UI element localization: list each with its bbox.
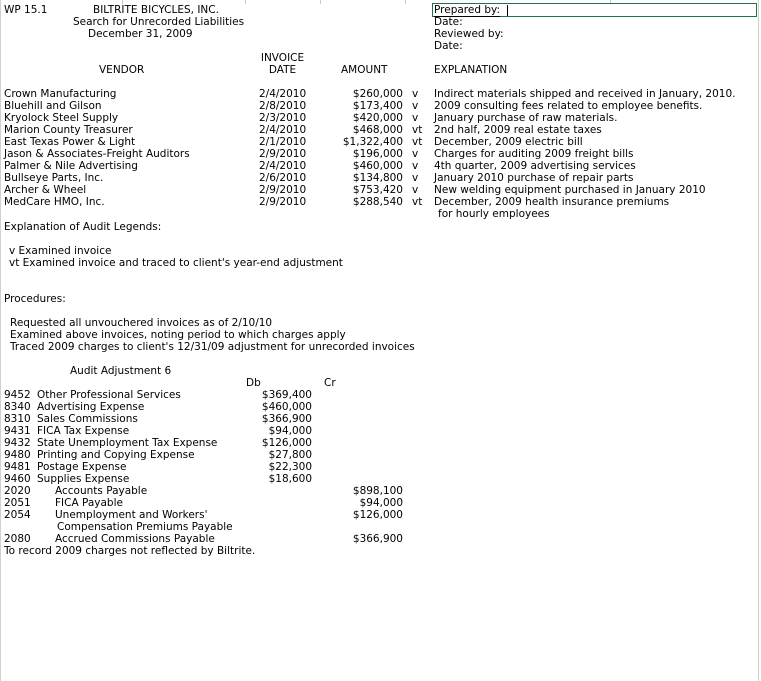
legend-cell: v	[412, 88, 419, 100]
account-number: 9480	[4, 449, 31, 461]
debit-amount: $126,000	[261, 437, 312, 449]
legends-heading: Explanation of Audit Legends:	[4, 221, 162, 233]
column-gridline	[245, 0, 246, 4]
explanation-cell: 4th quarter, 2009 advertising services	[434, 160, 636, 172]
debit-amount: $460,000	[261, 401, 312, 413]
vendor-cell: Jason & Associates-Freight Auditors	[4, 148, 190, 160]
credit-amount: $898,100	[352, 485, 403, 497]
legend-cell: v	[412, 184, 419, 196]
company-name: BILTRITE BICYCLES, INC.	[93, 4, 219, 16]
report-date: December 31, 2009	[88, 28, 193, 40]
account-name-continuation: Compensation Premiums Payable	[57, 521, 233, 533]
sheet-left-border	[0, 0, 1, 681]
explanation-cell: Indirect materials shipped and received in January, 2010.	[434, 88, 736, 100]
date-cell: 2/9/2010	[259, 184, 307, 196]
legend-cell: v	[412, 172, 419, 184]
account-number: 9431	[4, 425, 31, 437]
amount-cell: $753,420	[352, 184, 403, 196]
account-name: Printing and Copying Expense	[37, 449, 195, 461]
explanation-cell: December, 2009 electric bill	[434, 136, 583, 148]
debit-amount: $369,400	[261, 389, 312, 401]
explanation-cell: January purchase of raw materials.	[434, 112, 618, 124]
adjustment-memo: To record 2009 charges not reflected by Biltrite.	[4, 545, 256, 557]
account-name: Accrued Commissions Payable	[55, 533, 215, 545]
legend-cell: v	[412, 100, 419, 112]
legend-cell: v	[412, 112, 419, 124]
account-number: 2020	[4, 485, 31, 497]
procedures-heading: Procedures:	[4, 293, 66, 305]
legend-cell: vt	[412, 196, 423, 208]
account-number: 2080	[4, 533, 31, 545]
debit-amount: $22,300	[268, 461, 312, 473]
date-label: Date:	[434, 40, 463, 52]
explanation-cell: 2009 consulting fees related to employee benefits.	[434, 100, 703, 112]
legend-cell: vt	[412, 124, 423, 136]
vendor-heading: VENDOR	[99, 64, 145, 76]
column-gridline	[405, 0, 406, 4]
date-cell: 2/3/2010	[259, 112, 307, 124]
credit-amount: $94,000	[359, 497, 403, 509]
explanation-cell: Charges for auditing 2009 freight bills	[434, 148, 634, 160]
legend-cell: v	[412, 160, 419, 172]
account-name: Postage Expense	[37, 461, 127, 473]
account-name: Supplies Expense	[37, 473, 130, 485]
vendor-cell: Marion County Treasurer	[4, 124, 133, 136]
account-name: Sales Commissions	[37, 413, 138, 425]
account-number: 9452	[4, 389, 31, 401]
text-cursor	[507, 5, 508, 16]
debit-heading: Db	[246, 377, 261, 389]
date-cell: 2/6/2010	[259, 172, 307, 184]
debit-amount: $94,000	[268, 425, 312, 437]
reviewed-by-label: Reviewed by:	[434, 28, 504, 40]
account-number: 8340	[4, 401, 31, 413]
amount-cell: $468,000	[352, 124, 403, 136]
amount-cell: $196,000	[352, 148, 403, 160]
account-name: Unemployment and Workers'	[55, 509, 208, 521]
workpaper-ref: WP 15.1	[4, 4, 48, 16]
debit-amount: $18,600	[268, 473, 312, 485]
date-cell: 2/4/2010	[259, 124, 307, 136]
credit-heading: Cr	[324, 377, 336, 389]
invoice-heading: INVOICE	[260, 52, 305, 64]
vendor-cell: MedCare HMO, Inc.	[4, 196, 105, 208]
legend-vt: vt Examined invoice and traced to client's year-end adjustment	[9, 257, 343, 269]
credit-amount: $366,900	[352, 533, 403, 545]
vendor-cell: Palmer & Nile Advertising	[4, 160, 138, 172]
account-number: 9481	[4, 461, 31, 473]
explanation-heading: EXPLANATION	[434, 64, 508, 76]
explanation-cell: 2nd half, 2009 real estate taxes	[434, 124, 602, 136]
account-number: 9460	[4, 473, 31, 485]
date-label: Date:	[434, 16, 463, 28]
vendor-cell: Bullseye Parts, Inc.	[4, 172, 104, 184]
legend-v: v Examined invoice	[9, 245, 112, 257]
account-name: State Unemployment Tax Expense	[37, 437, 218, 449]
amount-cell: $1,322,400	[342, 136, 403, 148]
date-heading: DATE	[268, 64, 297, 76]
vendor-cell: Archer & Wheel	[4, 184, 87, 196]
vendor-cell: Kryolock Steel Supply	[4, 112, 119, 124]
amount-cell: $134,800	[352, 172, 403, 184]
legend-cell: v	[412, 148, 419, 160]
date-cell: 2/4/2010	[259, 88, 307, 100]
account-name: Other Professional Services	[37, 389, 181, 401]
account-number: 2051	[4, 497, 31, 509]
account-name: Accounts Payable	[55, 485, 148, 497]
account-number: 9432	[4, 437, 31, 449]
procedure-item: Examined above invoices, noting period to which charges apply	[10, 329, 346, 341]
date-cell: 2/1/2010	[259, 136, 307, 148]
date-cell: 2/9/2010	[259, 148, 307, 160]
amount-cell: $288,540	[352, 196, 403, 208]
prepared-by-label: Prepared by:	[434, 4, 500, 16]
account-name: FICA Payable	[55, 497, 123, 509]
account-number: 2054	[4, 509, 31, 521]
column-gridline	[320, 0, 321, 4]
amount-heading: AMOUNT	[341, 64, 388, 76]
procedure-item: Requested all unvouchered invoices as of 2/10/10	[10, 317, 273, 329]
date-cell: 2/8/2010	[259, 100, 307, 112]
amount-cell: $173,400	[352, 100, 403, 112]
amount-cell: $260,000	[352, 88, 403, 100]
vendor-cell: Crown Manufacturing	[4, 88, 117, 100]
report-title: Search for Unrecorded Liabilities	[73, 16, 245, 28]
legend-cell: vt	[412, 136, 423, 148]
account-name: Advertising Expense	[37, 401, 145, 413]
amount-cell: $420,000	[352, 112, 403, 124]
debit-amount: $27,800	[268, 449, 312, 461]
explanation-cell: January 2010 purchase of repair parts	[434, 172, 634, 184]
adjustment-heading: Audit Adjustment 6	[70, 365, 172, 377]
explanation-continuation: for hourly employees	[438, 208, 550, 220]
debit-amount: $366,900	[261, 413, 312, 425]
sheet-right-border	[758, 0, 759, 681]
vendor-cell: East Texas Power & Light	[4, 136, 136, 148]
amount-cell: $460,000	[352, 160, 403, 172]
vendor-cell: Bluehill and Gilson	[4, 100, 102, 112]
account-name: FICA Tax Expense	[37, 425, 130, 437]
date-cell: 2/4/2010	[259, 160, 307, 172]
date-cell: 2/9/2010	[259, 196, 307, 208]
explanation-cell: New welding equipment purchased in January 2010	[434, 184, 706, 196]
credit-amount: $126,000	[352, 509, 403, 521]
procedure-item: Traced 2009 charges to client's 12/31/09 adjustment for unrecorded invoices	[10, 341, 415, 353]
explanation-cell: December, 2009 health insurance premiums	[434, 196, 670, 208]
account-number: 8310	[4, 413, 31, 425]
